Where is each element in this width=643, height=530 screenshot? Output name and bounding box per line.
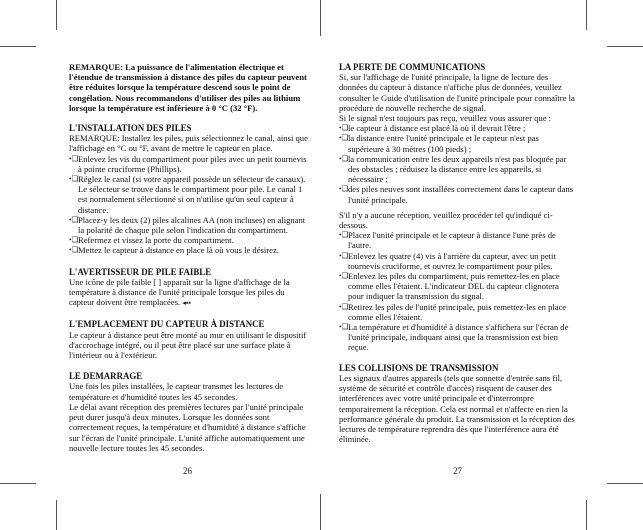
- perte-text-2: Si le signal n'est toujours pas reçu, veuillez vous assurer que :: [339, 113, 552, 124]
- bullet-icon: •❑: [339, 123, 349, 133]
- list-item: •❑ Enlevez les piles du compartiment, puis remettez-les en place comme elles l'étaient. L'indicateur DEL du capteur clignotera pour indiquer la transmission du signal.: [339, 271, 560, 302]
- installation-heading: L'INSTALLATION DES PILES: [69, 123, 192, 134]
- perte-text: Si, sur l'affichage de l'unité principale, la ligne de lecture des données du capteur à distance n'affiche plus de données, veuillez consulter le Guide d'utilisation de l'unité principale pour connaître la procédure de nouvelle recherche de signal.: [339, 72, 575, 113]
- bullet-icon: •❑: [69, 245, 79, 255]
- list-item: •❑ la distance entre l'unité principale et le capteur n'est pas supérieure à 30 mètres (100 pieds) ;: [339, 133, 539, 154]
- list-item: •❑ Enlevez les quatre (4) vis à l'arrière du capteur, avec un petit tournevis cruciforme, et ouvrez le compartiment pour piles.: [339, 250, 556, 271]
- emplacement-heading: L'EMPLACEMENT DU CAPTEUR À DISTANCE: [69, 319, 265, 330]
- bullet-icon: •❑: [339, 184, 349, 194]
- bullet-icon: •❑: [339, 322, 349, 332]
- crop-mark: [607, 46, 643, 47]
- list-item: •❑ La température et d'humidité à distance s'affichera sur l'écran de l'unité principale, indiquant ainsi que la transmission est bien reçue.: [339, 322, 569, 353]
- list-item: •❑ Retirez les piles de l'unité principale, puis remettez-les en place comme elles l'étaient.: [339, 301, 567, 322]
- bullet-icon: •❑: [339, 230, 349, 240]
- left-page: [69, 62, 311, 453]
- bullet-icon: •❑: [69, 214, 79, 224]
- crop-mark: [607, 483, 643, 484]
- bullet-icon: •❑: [339, 250, 349, 260]
- bullet-icon: •❑: [69, 153, 79, 163]
- bullet-icon: •❑: [339, 301, 349, 311]
- perte-heading: LA PERTE DE COMMUNICATIONS: [339, 62, 486, 72]
- page-number-right: 27: [453, 466, 462, 476]
- list-item: •❑ le capteur à distance est placé là où il devrait l'être ;: [339, 123, 526, 134]
- list-item: •❑ Refermez et vissez la porte du compartiment.: [69, 235, 234, 246]
- installation-intro: REMARQUE: Installez les piles, puis sélectionnez le canal, ainsi que l'affichage en °C ou °F, avant de mettre le capteur en place.: [69, 133, 308, 154]
- right-page: [339, 62, 576, 444]
- crop-mark: [0, 483, 36, 484]
- page-number-left: 26: [183, 466, 192, 476]
- list-item: •❑ la communication entre les deux appareils n'est pas bloquée par des obstacles ; réduisez la distance entre les appareils, si nécessaire ;: [339, 153, 567, 185]
- bullet-icon: •❑: [339, 133, 349, 143]
- crop-mark: [586, 0, 587, 30]
- low-battery-icon: ◂▪▪: [182, 299, 191, 308]
- list-item: •❑ Mettez le capteur à distance en place là où vous le désirez.: [69, 245, 279, 256]
- crop-mark: [586, 500, 587, 530]
- crop-mark: [56, 0, 57, 30]
- list-item: •❑ Placez l'unité principale et le capteur à distance l'une près de l'autre.: [339, 230, 556, 251]
- demarrage-heading: LE DEMARRAGE: [69, 371, 143, 382]
- crop-mark: [0, 46, 36, 47]
- pile-faible-heading: L'AVERTISSEUR DE PILE FAIBLE: [69, 266, 212, 277]
- center-fold-mark: [320, 494, 321, 530]
- bullet-icon: •❑: [339, 153, 349, 163]
- demarrage-text-2: Le délai avant réception des premières lectures par l'unité principale peut durer jusqu'à deux minutes. Lorsque les données sont correctement reçues, la température et d'humidité à distance s'affiche sur l'écran de l'unité principale. L'unité affiche automatiquement une nouvelle lecture toutes les 45 secondes.: [69, 401, 306, 453]
- list-item: •❑ Réglez le canal (si votre appareil possède un sélecteur de canaux). Le sélecteur se trouve dans le compartiment pour pile. Le canal 1 est normalement sélectionné si on n'utilise qu'un seul capteur à distance.: [69, 174, 306, 215]
- bullet-icon: •❑: [69, 174, 79, 184]
- list-item: •❑ des piles neuves sont installées correctement dans le capteur dans l'unité principale.: [339, 184, 574, 205]
- list-item: •❑ Placez-y les deux (2) piles alcalines AA (non incluses) en alignant la polarité de chaque pile selon l'indication du compartiment.: [69, 214, 306, 236]
- demarrage-text: Une fois les piles installées, le capteur transmet les lectures de température et d'humidité toutes les 45 secondes.: [69, 381, 284, 402]
- center-fold-mark: [320, 0, 321, 36]
- crop-mark: [56, 500, 57, 530]
- pile-faible-text: Une icône de pile faible [ ] apparaît sur la ligne d'affichage de la température à distance de l'unité principale lorsque les piles du capteur doivent être remplacées. ◂▪▪: [69, 276, 290, 308]
- emplacement-text: Le capteur à distance peut être monté au mur en utilisant le dispositif d'accrochage intégré, ou il peut être placé sur une surface plate à l'intérieur ou à l'extérieur.: [69, 329, 307, 361]
- list-item: •❑ Enlevez les vis du compartiment pour piles avec un petit tournevis à pointe cruciforme (Phillips).: [69, 153, 307, 174]
- bullet-icon: •❑: [339, 271, 349, 281]
- collisions-heading: LES COLLISIONS DE TRANSMISSION: [339, 362, 499, 373]
- collisions-text: Les signaux d'autres appareils (tels que sonnette d'entrée sans fil, système de sécurité et contrôle d'accès) risquent de causer des interférences avec votre unité principale et d'interrompre temporairement la réception. Cela est normal et n'affecte en rien la performance générale du produit. La transmission et la réception des lectures de température reprendra dès que l'interférence aura été éliminée.: [339, 372, 575, 445]
- perte-text-3: S'il n'y a aucune réception, veuillez procéder tel qu'indiqué ci-dessous.: [339, 209, 553, 231]
- remarque-note: REMARQUE: La puissance de l'alimentation électrique et l'étendue de transmission à distance des piles du capteur peuvent être réduites lorsque la température descend sous le point de congélation. Nous recommandons d'utiliser des piles au lithium lorsque la température est inférieure à 0 °C (32 °F).: [69, 62, 307, 113]
- bullet-icon: •❑: [69, 235, 79, 245]
